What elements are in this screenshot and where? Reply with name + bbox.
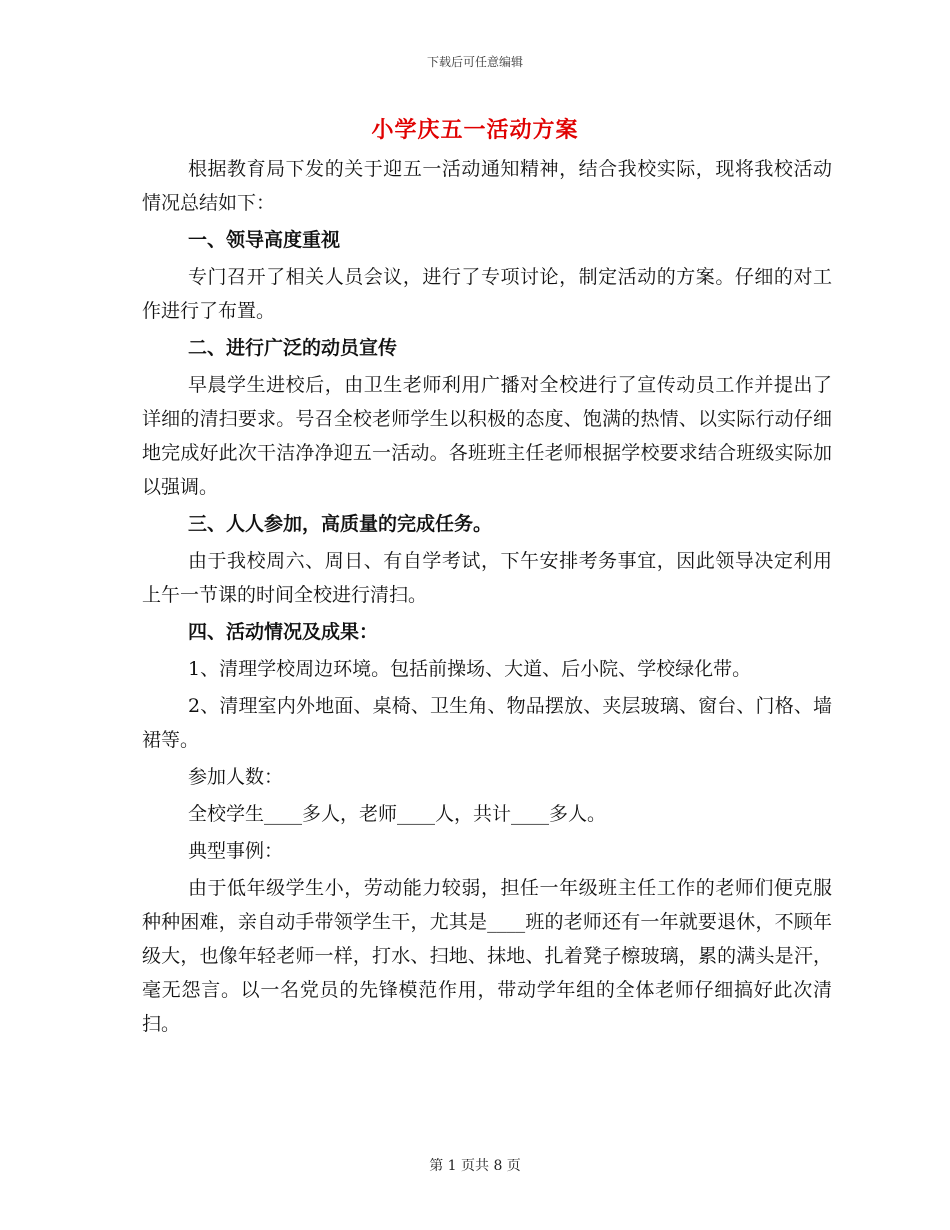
result-item-1: 1、清理学校周边环境。包括前操场、大道、后小院、学校绿化带。 bbox=[188, 658, 752, 680]
section-heading-1: 一、领导高度重视 bbox=[188, 229, 341, 251]
example-paragraph: 由于低年级学生小，劳动能力较弱，担任一年级班主任工作的老师们便克服种种困难，亲自动手带领学生干，尤其是____班的老师还有一年就要退休，不顾年级大，也像年轻老师一样，打水、扫地、抹地、扎着凳子檫玻璃，累的满头是汗，毫无怨言。以一名党员的先锋模范作用，带动学年组的全体老师仔细搞好此次清扫。 bbox=[142, 877, 832, 1035]
intro-paragraph: 根据教育局下发的关于迎五一活动通知精神，结合我校实际，现将我校活动情况总结如下： bbox=[142, 158, 832, 214]
section-heading-3: 三、人人参加，高质量的完成任务。 bbox=[188, 513, 493, 535]
example-label: 典型事例： bbox=[188, 840, 284, 862]
document-title: 小学庆五一活动方案 bbox=[371, 117, 579, 143]
section-1-paragraph: 专门召开了相关人员会议，进行了专项讨论，制定活动的方案。仔细的对工作进行了布置。 bbox=[142, 266, 832, 322]
section-2-paragraph: 早晨学生进校后，由卫生老师利用广播对全校进行了宣传动员工作并提出了详细的清扫要求。号召全校老师学生以积极的态度、饱满的热情、以实际行动仔细地完成好此次干洁净净迎五一活动。各班班主任老师根据学校要求结合班级实际加以强调。 bbox=[142, 374, 832, 498]
document-body bbox=[142, 152, 832, 1044]
section-heading-2: 二、进行广泛的动员宣传 bbox=[188, 337, 398, 359]
page-header-note: 下载后可任意编辑 bbox=[426, 55, 523, 69]
participants-count: 全校学生____多人，老师____人，共计____多人。 bbox=[188, 803, 607, 825]
section-heading-4: 四、活动情况及成果： bbox=[188, 621, 379, 643]
result-item-2: 2、清理室内外地面、桌椅、卫生角、物品摆放、夹层玻璃、窗台、门格、墙裙等。 bbox=[142, 695, 832, 751]
section-3-paragraph: 由于我校周六、周日、有自学考试，下午安排考务事宜，因此领导决定利用上午一节课的时间全校进行清扫。 bbox=[142, 550, 832, 606]
page-footer: 第 1 页共 8 页 bbox=[429, 1158, 521, 1174]
participants-label: 参加人数： bbox=[188, 766, 284, 788]
